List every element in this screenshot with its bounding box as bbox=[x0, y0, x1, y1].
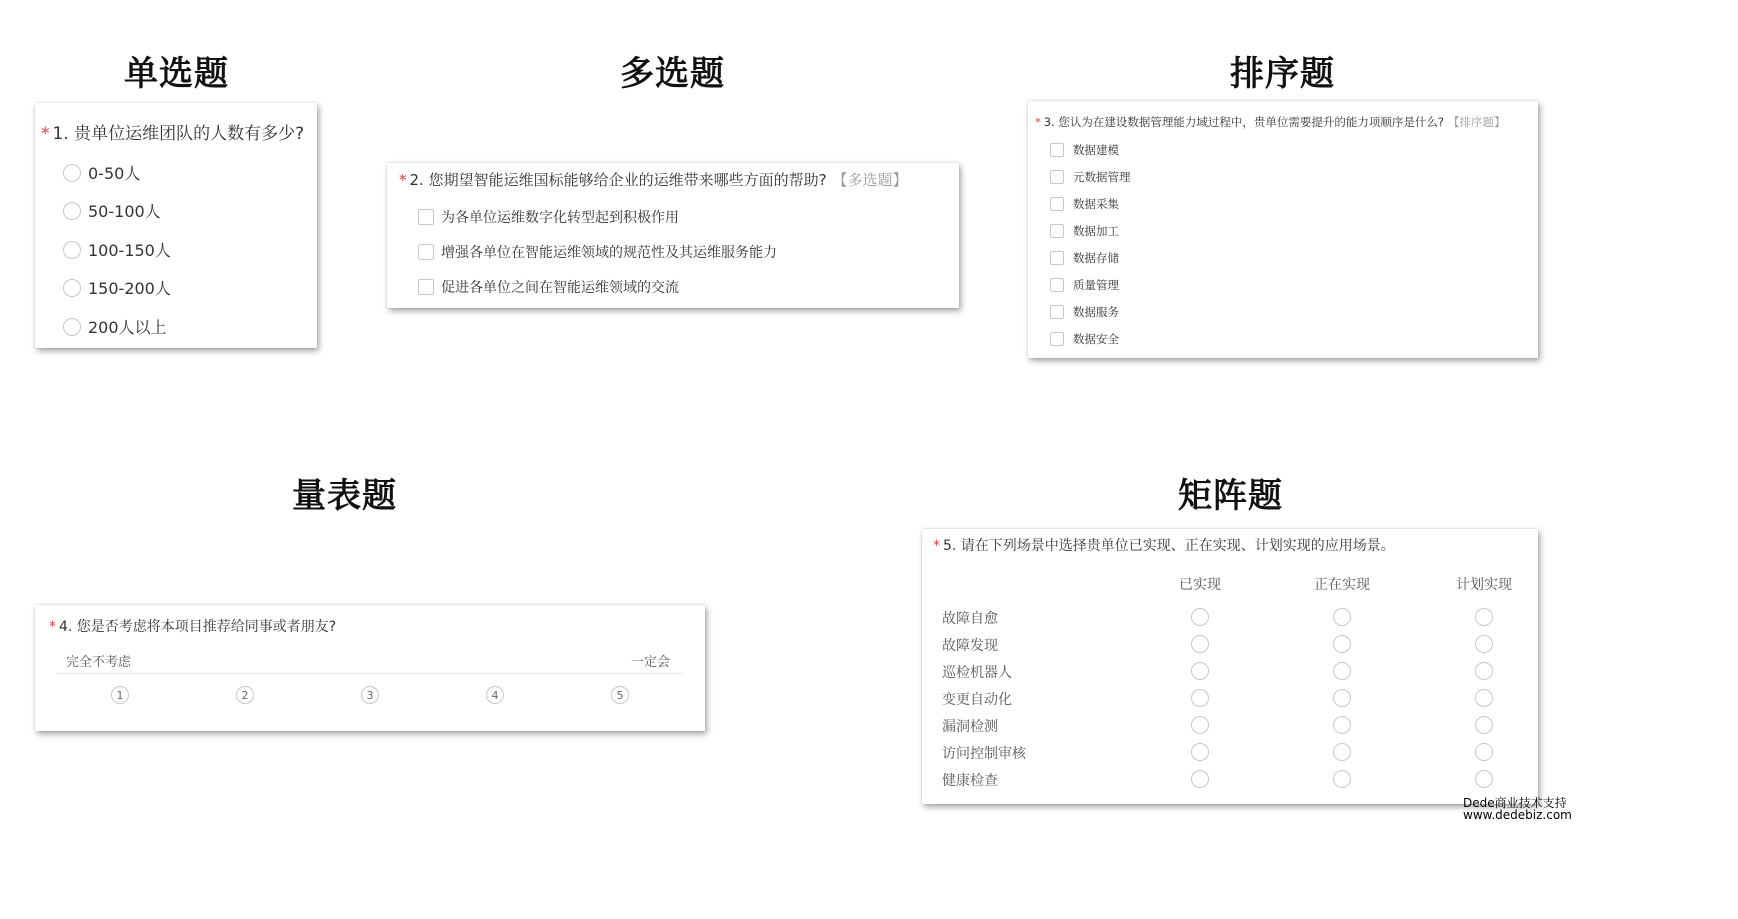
matrix-row-label: 巡检机器人 bbox=[942, 665, 1012, 681]
matrix-radio[interactable] bbox=[1475, 743, 1493, 761]
scale-card bbox=[35, 605, 705, 731]
multi-choice-card bbox=[387, 163, 959, 308]
matrix-radio[interactable] bbox=[1191, 716, 1209, 734]
matrix-radio[interactable] bbox=[1333, 743, 1351, 761]
rank-checkbox[interactable] bbox=[1050, 332, 1064, 346]
rank-option-row[interactable] bbox=[1050, 277, 1119, 293]
option-row[interactable] bbox=[63, 199, 161, 222]
question-title bbox=[41, 119, 304, 144]
matrix-radio[interactable] bbox=[1333, 770, 1351, 788]
matrix-radio[interactable] bbox=[1475, 635, 1493, 653]
matrix-radio[interactable] bbox=[1191, 689, 1209, 707]
radio-button[interactable] bbox=[63, 241, 81, 259]
option-label: 数据安全 bbox=[1073, 332, 1119, 346]
matrix-radio[interactable] bbox=[1475, 608, 1493, 626]
heading-scale: 量表题 bbox=[292, 476, 397, 516]
required-mark: * bbox=[399, 171, 407, 189]
required-mark: * bbox=[41, 124, 50, 144]
question-type-tag: 【多选题】 bbox=[832, 171, 908, 189]
question-title bbox=[1035, 114, 1505, 130]
scale-point-3[interactable]: 3 bbox=[361, 686, 379, 704]
option-row[interactable] bbox=[63, 276, 171, 299]
rank-option-row[interactable] bbox=[1050, 331, 1119, 347]
question-title bbox=[49, 616, 336, 636]
scale-left-label: 完全不考虑 bbox=[66, 655, 132, 670]
matrix-radio[interactable] bbox=[1191, 662, 1209, 680]
matrix-radio[interactable] bbox=[1475, 770, 1493, 788]
scale-point-4[interactable]: 4 bbox=[486, 686, 504, 704]
rank-option-row[interactable] bbox=[1050, 169, 1131, 185]
question-text: 4. 您是否考虑将本项目推荐给同事或者朋友? bbox=[59, 619, 337, 635]
question-text: 5. 请在下列场景中选择贵单位已实现、正在实现、计划实现的应用场景。 bbox=[943, 538, 1395, 554]
option-label: 0-50人 bbox=[88, 164, 141, 183]
option-row[interactable] bbox=[63, 161, 140, 184]
question-text: 2. 您期望智能运维国标能够给企业的运维带来哪些方面的帮助? bbox=[409, 171, 827, 189]
option-label: 50-100人 bbox=[88, 202, 161, 221]
matrix-radio[interactable] bbox=[1191, 743, 1209, 761]
option-row[interactable] bbox=[63, 238, 171, 261]
option-label: 增强各单位在智能运维领域的规范性及其运维服务能力 bbox=[441, 245, 777, 261]
matrix-radio[interactable] bbox=[1333, 716, 1351, 734]
option-row[interactable] bbox=[63, 315, 167, 338]
matrix-radio[interactable] bbox=[1333, 662, 1351, 680]
rank-checkbox[interactable] bbox=[1050, 278, 1064, 292]
required-mark: * bbox=[49, 619, 56, 635]
matrix-row-label: 故障自愈 bbox=[942, 611, 998, 627]
rank-checkbox[interactable] bbox=[1050, 224, 1064, 238]
matrix-row-label: 故障发现 bbox=[942, 638, 998, 654]
scale-divider bbox=[57, 673, 683, 674]
matrix-radio[interactable] bbox=[1475, 662, 1493, 680]
question-text: 1. 贵单位运维团队的人数有多少? bbox=[52, 124, 305, 144]
option-row[interactable] bbox=[418, 277, 679, 297]
scale-point-2[interactable]: 2 bbox=[236, 686, 254, 704]
option-label: 数据采集 bbox=[1073, 197, 1119, 211]
option-row[interactable] bbox=[418, 242, 777, 262]
option-row[interactable] bbox=[418, 207, 679, 227]
matrix-radio[interactable] bbox=[1191, 635, 1209, 653]
heading-single-choice: 单选题 bbox=[124, 54, 229, 94]
matrix-column-header: 已实现 bbox=[1179, 577, 1221, 593]
radio-button[interactable] bbox=[63, 202, 81, 220]
option-label: 100-150人 bbox=[88, 241, 171, 260]
question-text: 3. 您认为在建设数据管理能力域过程中，贵单位需要提升的能力项顺序是什么? bbox=[1043, 115, 1444, 129]
option-label: 数据存储 bbox=[1073, 251, 1119, 265]
option-label: 200人以上 bbox=[88, 318, 167, 337]
watermark-line-2: www.dedebiz.com bbox=[1463, 808, 1572, 822]
question-title bbox=[933, 535, 1395, 555]
radio-button[interactable] bbox=[63, 318, 81, 336]
rank-option-row[interactable] bbox=[1050, 142, 1119, 158]
matrix-row-label: 变更自动化 bbox=[942, 692, 1012, 708]
scale-point-1[interactable]: 1 bbox=[111, 686, 129, 704]
option-label: 促进各单位之间在智能运维领域的交流 bbox=[441, 280, 679, 296]
rank-checkbox[interactable] bbox=[1050, 170, 1064, 184]
rank-option-row[interactable] bbox=[1050, 196, 1119, 212]
rank-checkbox[interactable] bbox=[1050, 143, 1064, 157]
ranking-card bbox=[1028, 101, 1538, 358]
heading-ranking: 排序题 bbox=[1230, 54, 1335, 94]
question-title bbox=[399, 169, 908, 190]
rank-option-row[interactable] bbox=[1050, 250, 1119, 266]
matrix-radio[interactable] bbox=[1475, 716, 1493, 734]
option-label: 数据服务 bbox=[1073, 305, 1119, 319]
matrix-radio[interactable] bbox=[1333, 635, 1351, 653]
matrix-row-label: 漏洞检测 bbox=[942, 719, 998, 735]
scale-right-label: 一定会 bbox=[631, 655, 671, 670]
option-label: 数据加工 bbox=[1073, 224, 1119, 238]
rank-option-row[interactable] bbox=[1050, 304, 1119, 320]
required-mark: * bbox=[1035, 115, 1041, 129]
watermark-line-1: Dede商业技术支持 bbox=[1463, 796, 1567, 810]
required-mark: * bbox=[933, 538, 940, 554]
matrix-radio[interactable] bbox=[1333, 689, 1351, 707]
heading-matrix: 矩阵题 bbox=[1178, 476, 1283, 516]
checkbox[interactable] bbox=[418, 209, 434, 225]
checkbox[interactable] bbox=[418, 279, 434, 295]
matrix-radio[interactable] bbox=[1191, 770, 1209, 788]
rank-checkbox[interactable] bbox=[1050, 251, 1064, 265]
matrix-radio[interactable] bbox=[1475, 689, 1493, 707]
matrix-card bbox=[922, 529, 1538, 804]
checkbox[interactable] bbox=[418, 244, 434, 260]
rank-option-row[interactable] bbox=[1050, 223, 1119, 239]
option-label: 为各单位运维数字化转型起到积极作用 bbox=[441, 210, 679, 226]
heading-multi-choice: 多选题 bbox=[620, 54, 725, 94]
option-label: 元数据管理 bbox=[1073, 170, 1131, 184]
radio-button[interactable] bbox=[63, 279, 81, 297]
matrix-column-header: 计划实现 bbox=[1456, 577, 1512, 593]
option-label: 150-200人 bbox=[88, 279, 171, 298]
matrix-radio[interactable] bbox=[1333, 608, 1351, 626]
matrix-radio[interactable] bbox=[1191, 608, 1209, 626]
option-label: 质量管理 bbox=[1073, 278, 1119, 292]
rank-checkbox[interactable] bbox=[1050, 197, 1064, 211]
option-label: 数据建模 bbox=[1073, 143, 1119, 157]
rank-checkbox[interactable] bbox=[1050, 305, 1064, 319]
matrix-column-header: 正在实现 bbox=[1314, 577, 1370, 593]
radio-button[interactable] bbox=[63, 164, 81, 182]
single-choice-card bbox=[35, 103, 317, 348]
matrix-row-label: 访问控制审核 bbox=[942, 746, 1026, 762]
scale-point-5[interactable]: 5 bbox=[611, 686, 629, 704]
matrix-row-label: 健康检查 bbox=[942, 773, 998, 789]
question-type-tag: 【排序题】 bbox=[1447, 115, 1506, 129]
